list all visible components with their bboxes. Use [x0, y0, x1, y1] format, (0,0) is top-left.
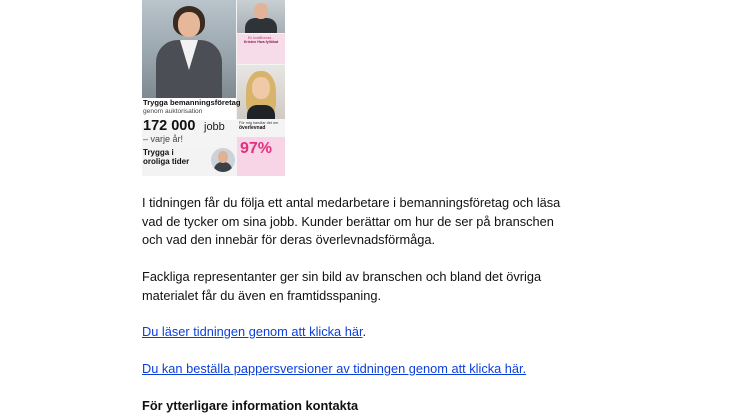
intro-paragraph: I tidningen får du följa ett antal medarbetare i bemanningsföretag och läsa vad de tycker om sina jobb. Kunder berättar om hur de ser på branschen och vad den innebär för deras överlevnadsförmåga.: [142, 195, 561, 247]
cover-photo-man: [237, 0, 285, 33]
order-paper-copies-link[interactable]: Du kan beställa pappersversioner av tidningen genom att klicka här.: [142, 361, 527, 376]
cover-photo-woman: [142, 0, 236, 104]
union-paragraph: Fackliga representanter ger sin bild av branschen och bland det övriga materialet får du även en framtidsspaning.: [142, 269, 542, 303]
cover-big-number-sub: – varje år!: [143, 134, 184, 144]
contact-heading: För ytterligare information kontakta: [142, 398, 359, 413]
cover-avatar: [211, 148, 235, 172]
cover-photo-blonde-woman: [237, 65, 285, 119]
cover-headline: Trygga bemanningsföretag genom auktorisation: [142, 98, 236, 120]
cover-pink-quote-tile: En kvalificerad... Kristen Hwa fyllökat: [237, 34, 285, 64]
order-paper-line: [142, 360, 526, 379]
cover-big-number: 172 000: [143, 118, 196, 134]
cover-small-quote-tile: För mig handlar det om överlevnad: [239, 121, 279, 131]
magazine-cover-image: [142, 0, 285, 176]
read-magazine-line: Du läser tidningen genom att klicka här.: [142, 324, 367, 339]
read-magazine-link[interactable]: Du läser tidningen genom att klicka här: [142, 324, 363, 339]
cover-trygga-block: Trygga i oroliga tider: [142, 147, 236, 176]
cover-percent-tile: 97%: [237, 137, 285, 176]
cover-big-number-unit: jobb: [204, 121, 225, 133]
